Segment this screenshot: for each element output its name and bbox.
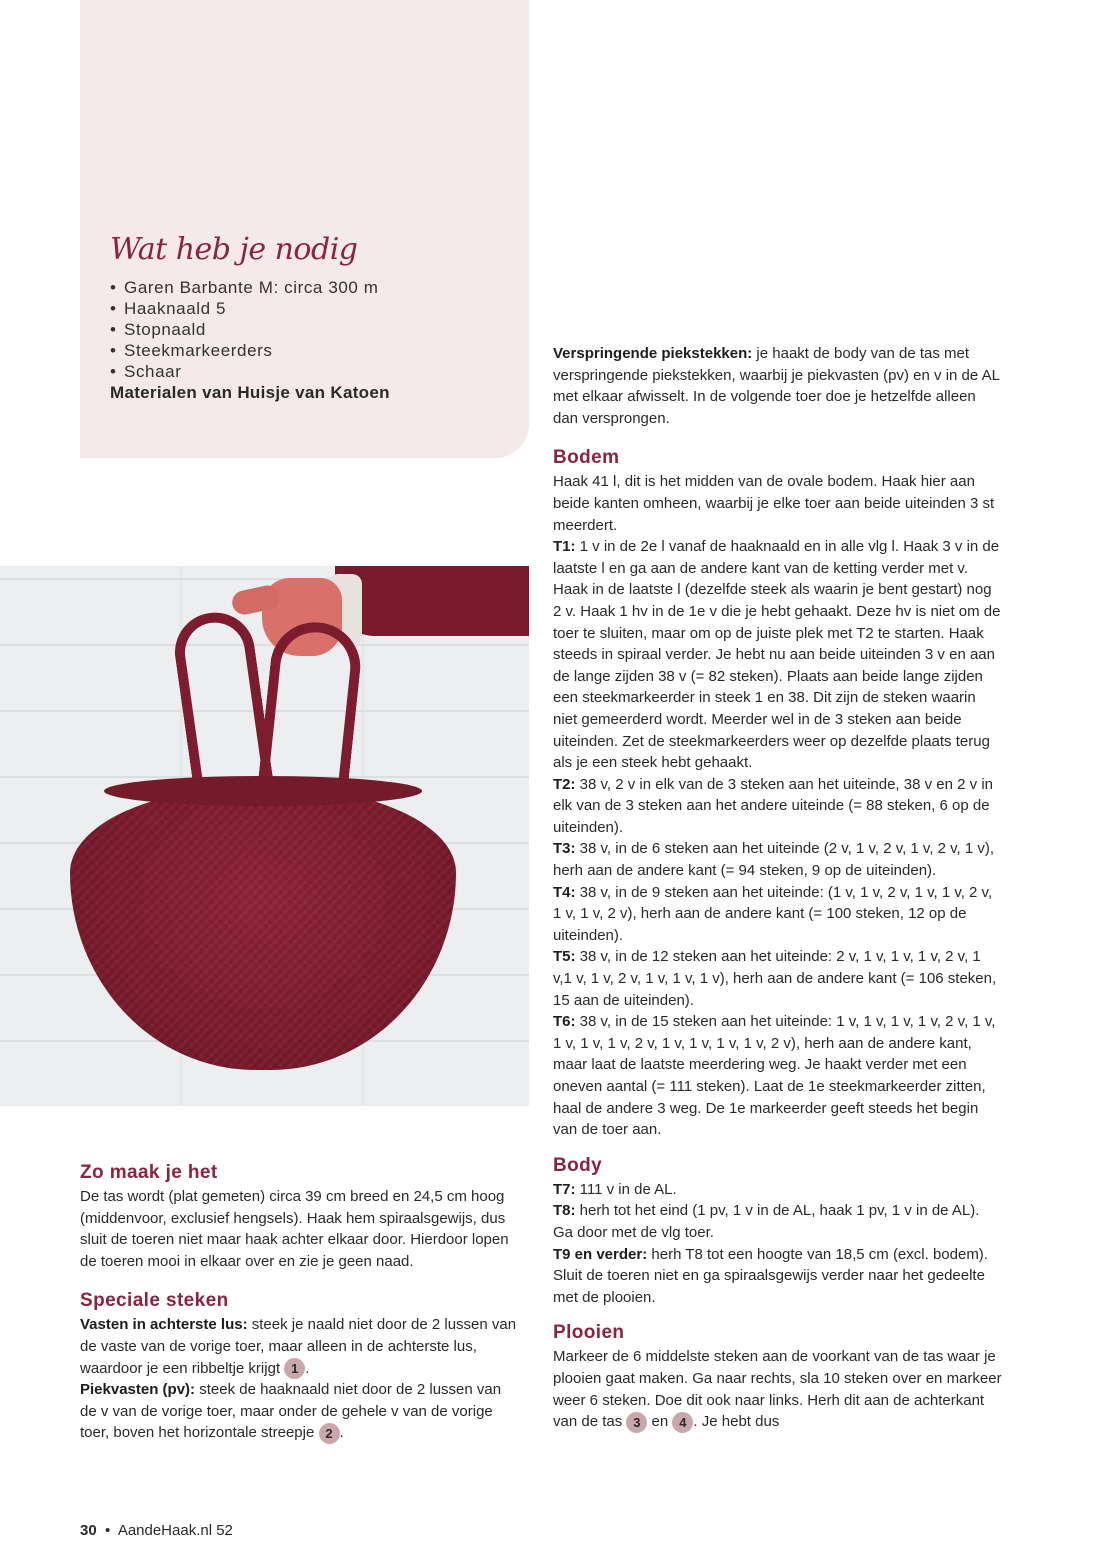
row-text: 111 v in de AL. bbox=[575, 1180, 677, 1198]
footer-separator: • bbox=[105, 1522, 111, 1539]
pleats-text: en bbox=[647, 1413, 673, 1431]
right-column bbox=[553, 343, 1003, 1433]
term-text: steek de haaknaald niet door de 2 lussen van de v van de vorige toer, maar onder de gehele v van de vorige toer, boven het horizontale streepje bbox=[80, 1381, 502, 1442]
row-label: T8: bbox=[553, 1202, 576, 1220]
row-label: T5: bbox=[553, 948, 576, 966]
term-label: Verspringende piekstekken: bbox=[553, 345, 753, 362]
materials-item: • Garen Barbante M: circa 300 m bbox=[110, 277, 520, 298]
body-heading: Body bbox=[553, 1154, 603, 1176]
special-al-paragraph bbox=[80, 1314, 520, 1379]
bottom-row bbox=[553, 838, 1003, 881]
term-text: je haakt de body van de tas met verspringende piekstekken, waarbij je piekvasten (pv) en v in de AL met elkaar afwisselt. In de volgende toer doe je hetzelfde alleen dan versprongen. bbox=[553, 345, 1000, 427]
row-label: T4: bbox=[553, 883, 576, 901]
bottom-intro: Haak 41 l, dit is het midden van de ovale bodem. Haak hier aan beide kanten omheen, waarbij je elke toer aan beide uiteinden 3 st meerdert. bbox=[553, 473, 995, 534]
materials-item: • Haaknaald 5 bbox=[110, 298, 520, 319]
bottom-row bbox=[553, 536, 1003, 774]
row-text: herh tot het eind (1 pv, 1 v in de AL, haak 1 pv, 1 v in de AL). Ga door met de vlg toer. bbox=[553, 1202, 980, 1241]
row-label: T9 en verder: bbox=[553, 1245, 648, 1263]
body-row bbox=[553, 1200, 1003, 1243]
spacer bbox=[553, 429, 1003, 445]
body-row bbox=[553, 1179, 1003, 1201]
pleats-paragraph bbox=[553, 1346, 1003, 1432]
special-pv-paragraph bbox=[80, 1379, 520, 1444]
row-text: 38 v, in de 6 steken aan het uiteinde (2 v, 1 v, 2 v, 1 v, 2 v, 1 v), herh aan de andere kant (= 94 steken, 9 op de uiteinden). bbox=[553, 840, 995, 880]
row-text: 38 v, in de 12 steken aan het uiteinde: 2 v, 1 v, 1 v, 1 v, 2 v, 1 v,1 v, 1 v, 2 v, 1 v, 1 v, 1 v), herh aan de andere kant (= 106 steken, 15 aan de uiteinden). bbox=[553, 948, 997, 1009]
bottom-row bbox=[553, 882, 1003, 947]
punctuation: . bbox=[305, 1359, 310, 1377]
special-heading: Speciale steken bbox=[80, 1290, 229, 1312]
row-text: 38 v, in de 15 steken aan het uiteinde: 1 v, 1 v, 1 v, 1 v, 2 v, 1 v, 1 v, 1 v, 1 v, 2 v, 1 v, 1 v, 1 v, 1 v, 2 v), herh aan de andere kant, maar laat de laatste meerdering weg. Je haakt verder met een oneven aantal (= 111 steken). Laat de 1e steekmarkeerder zitten, haal de andere 3 weg. De 1e markeerder geeft steeds het begin van de toer aan. bbox=[553, 1013, 996, 1139]
materials-list bbox=[110, 277, 520, 382]
row-label: T2: bbox=[553, 775, 576, 793]
row-text: herh T8 tot een hoogte van 18,5 cm (excl. bodem). Sluit de toeren niet en ga spiraalsgewijs verder naar het gedeelte met de plooien. bbox=[553, 1245, 988, 1306]
materials-item: • Steekmarkeerders bbox=[110, 340, 520, 361]
pleats-text: . Je hebt dus bbox=[693, 1413, 780, 1431]
photo-ref-badge: 1 bbox=[284, 1358, 305, 1379]
row-text: 1 v in de 2e l vanaf de haaknaald en in alle vlg l. Haak 3 v in de laatste l en ga aan de andere kant van de ketting verder met v. Haak in de laatste l (dezelfde steek als waarin je bent gestart) nog 2 v. Haak 1 hv in de 1e v die je hebt gehaakt. Deze hv is niet om de toer te sluiten, maar om op de juiste plek met T2 te starten. Haak steeds in spiraal verder. Je hebt nu aan beide uiteinden 3 v en aan de lange zijden 38 v (= 82 steken). Plaats aan beide lange zijden een steekmarkeerder in steek 1 en 38. Dit zijn de steken waarin niet gemeerderd wordt. Meerder wel in de 3 steken aan beide uiteinden. Zet de steekmarkeerders weer op dezelfde plaats terug als je een steek hebt gehaakt. bbox=[553, 538, 1001, 772]
body-row bbox=[553, 1244, 1003, 1309]
materials-item: • Stopnaald bbox=[110, 319, 520, 340]
photo-ref-badge: 2 bbox=[319, 1423, 340, 1444]
row-text: 38 v, in de 9 steken aan het uiteinde: (1 v, 1 v, 2 v, 1 v, 1 v, 2 v, 1 v, 1 v, 2 v), herh aan de andere kant (= 100 steken, 12 op de uiteinden). bbox=[553, 883, 993, 944]
page-number: 30 bbox=[80, 1522, 97, 1539]
photo-ref-badge: 3 bbox=[626, 1412, 647, 1433]
bag-rim bbox=[104, 776, 422, 806]
spacer bbox=[553, 1308, 1003, 1320]
term-label: Vasten in achterste lus: bbox=[80, 1316, 248, 1334]
coat-sleeve bbox=[335, 566, 529, 636]
materials-item: • Schaar bbox=[110, 361, 520, 382]
row-label: T1: bbox=[553, 538, 576, 556]
special-vs-paragraph bbox=[553, 343, 1003, 429]
bottom-heading: Bodem bbox=[553, 447, 620, 469]
bottom-row bbox=[553, 1011, 1003, 1141]
bottom-row bbox=[553, 774, 1003, 839]
materials-title: Wat heb je nodig bbox=[110, 232, 358, 267]
bag-photo bbox=[0, 566, 529, 1106]
row-label: T6: bbox=[553, 1013, 576, 1031]
term-label: Piekvasten (pv): bbox=[80, 1381, 196, 1399]
intro-heading: Zo maak je het bbox=[80, 1162, 218, 1183]
row-text: 38 v, 2 v in elk van de 3 steken aan het uiteinde, 38 v en 2 v in elk van de 3 steken aan het andere uiteinde (= 88 steken, 6 op de uiteinden). bbox=[553, 775, 993, 836]
left-column bbox=[80, 1160, 520, 1444]
row-label: T3: bbox=[553, 840, 576, 858]
term-text: steek je naald niet door de 2 lussen van de vaste van de vorige toer, maar alleen in de achterste lus, waardoor je een ribbeltje krijgt bbox=[80, 1316, 517, 1377]
materials-section bbox=[110, 232, 520, 404]
row-label: T7: bbox=[553, 1180, 576, 1198]
pleats-heading: Plooien bbox=[553, 1322, 625, 1344]
magazine-name: AandeHaak.nl 52 bbox=[117, 1522, 233, 1539]
punctuation: . bbox=[339, 1424, 344, 1442]
page-footer bbox=[80, 1522, 233, 1539]
spacer bbox=[553, 1141, 1003, 1153]
pleats-text: Markeer de 6 middelste steken aan de voorkant van de tas waar je plooien gaat maken. Ga naar rechts, sla 10 steken over en markeer weer 6 steken. Doe dit ook naar links. Herh dit aan de achterkant van de tas bbox=[553, 1348, 1002, 1431]
bottom-row bbox=[553, 946, 1003, 1011]
photo-ref-badge: 4 bbox=[672, 1412, 693, 1433]
materials-credit: Materialen van Huisje van Katoen bbox=[110, 383, 390, 402]
intro-body: De tas wordt (plat gemeten) circa 39 cm breed en 24,5 cm hoog (middenvoor, exclusief hengsels). Haak hem spiraalsgewijs, dus sluit de toeren niet maar haak achter elkaar door. Hierdoor lopen de toeren mooi in elkaar over en zie je geen naad. bbox=[80, 1188, 509, 1270]
spacer bbox=[80, 1272, 520, 1288]
